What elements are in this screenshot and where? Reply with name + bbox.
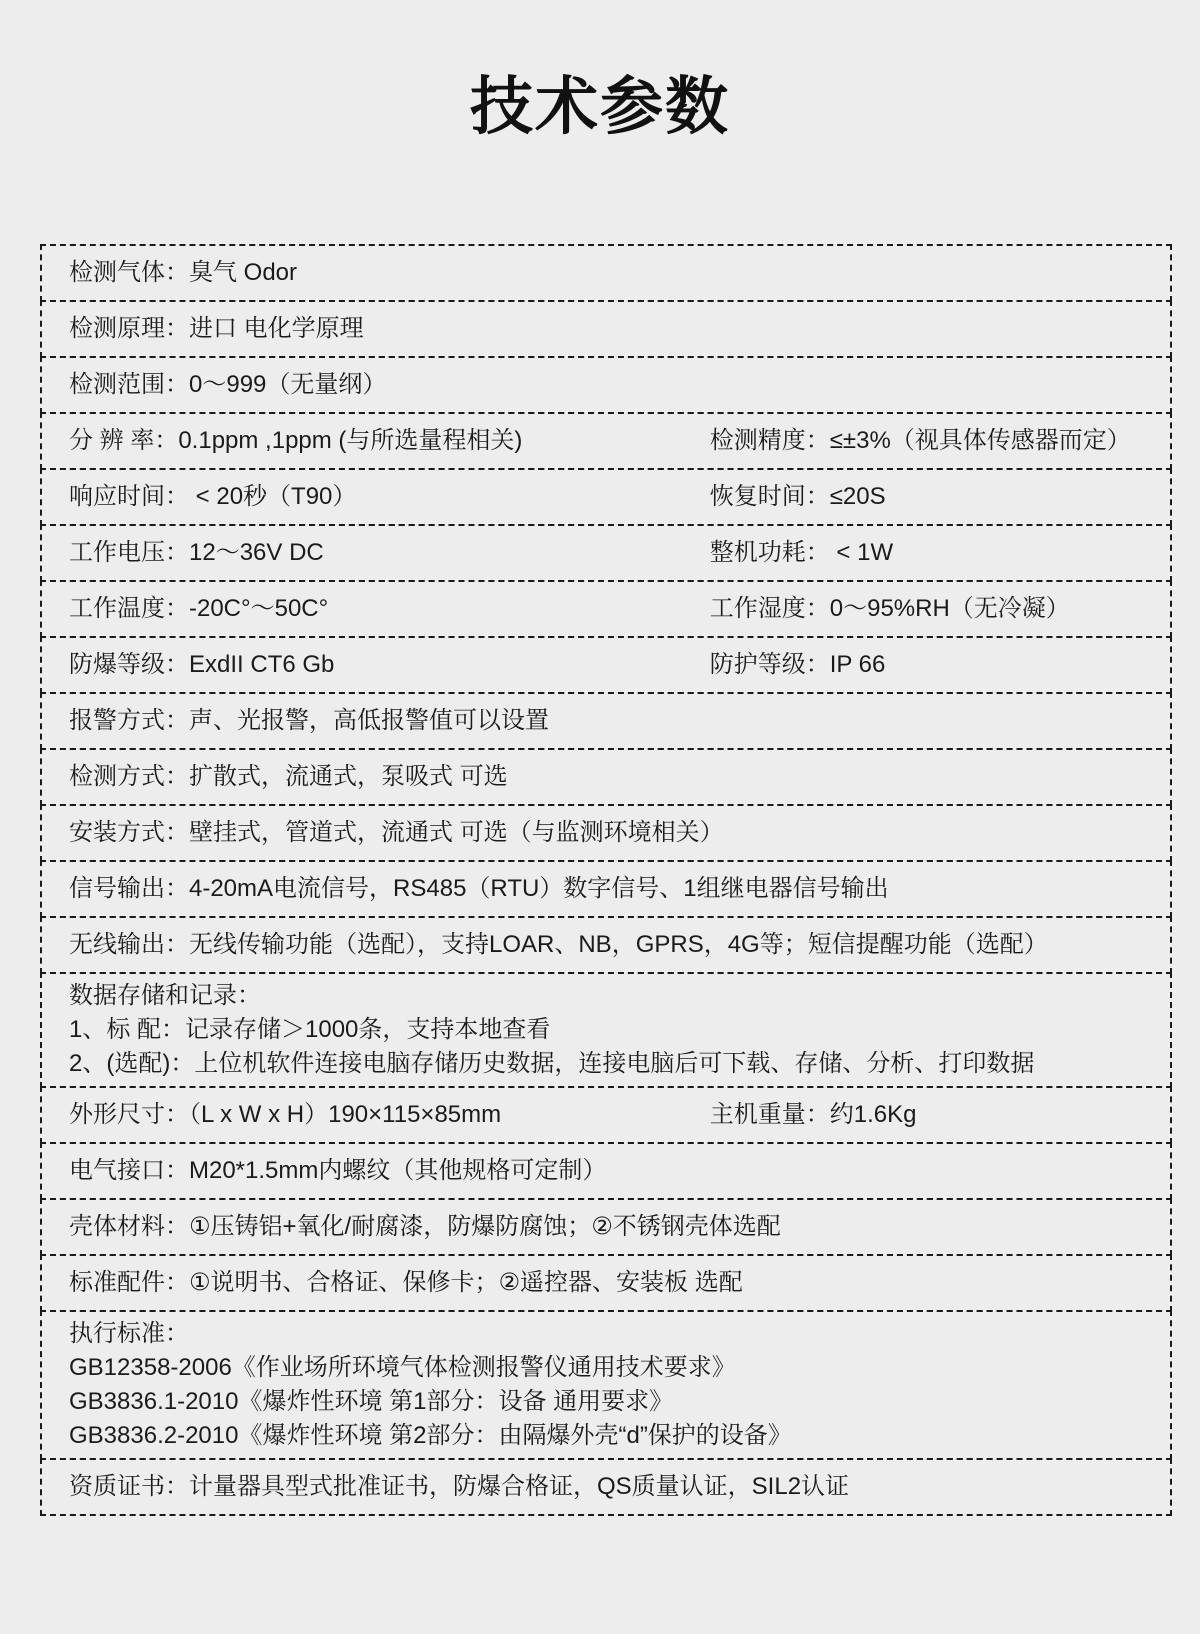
table-row-explosionproof-protection-grade — [40, 636, 1172, 694]
table-row-qualification-certificates — [40, 1458, 1172, 1516]
spec-text: 检测气体：臭气 Odor — [69, 259, 298, 287]
table-row-voltage-power — [40, 524, 1172, 582]
table-row-detection-principle — [40, 300, 1172, 358]
table-row-alarm-mode — [40, 692, 1172, 750]
spec-text: 检测原理：进口 电化学原理 — [69, 315, 364, 343]
spec-text-right: 整机功耗： < 1W — [709, 539, 894, 567]
spec-text: 安装方式：壁挂式，管道式，流通式 可选（与监测环境相关） — [69, 819, 724, 847]
table-row-standard-accessories — [40, 1254, 1172, 1312]
spec-text-left: 防爆等级：ExdII CT6 Gb — [69, 651, 335, 679]
spec-text: 资质证书：计量器具型式批准证书，防爆合格证，QS质量认证，SIL2认证 — [69, 1473, 850, 1501]
table-row-dimensions-weight — [40, 1086, 1172, 1144]
spec-text-right: 检测精度：≤±3%（视具体传感器而定） — [709, 427, 1131, 455]
spec-text-left: 外形尺寸：（L x W x H）190×115×85mm — [69, 1101, 502, 1129]
spec-line: GB3836.1-2010《爆炸性环境 第1部分：设备 通用要求》 — [69, 1388, 674, 1415]
spec-line: GB12358-2006《作业场所环境气体检测报警仪通用技术要求》 — [69, 1354, 736, 1381]
table-row-data-storage — [40, 972, 1172, 1088]
spec-line: 1、标 配：记录存储＞1000条，支持本地查看 — [69, 1016, 551, 1043]
table-row-resolution-accuracy — [40, 412, 1172, 470]
table-row-electrical-interface — [40, 1142, 1172, 1200]
spec-text: 检测范围：0～999（无量纲） — [69, 371, 387, 399]
spec-text-multiline — [42, 1317, 802, 1453]
page-title: 技术参数 — [470, 72, 730, 142]
spec-text: 壳体材料：①压铸铝+氧化/耐腐漆，防爆防腐蚀；②不锈钢壳体选配 — [69, 1213, 781, 1241]
spec-text-right: 恢复时间：≤20S — [709, 483, 886, 511]
spec-text-right: 防护等级：IP 66 — [709, 651, 886, 679]
spec-text-right: 主机重量：约1.6Kg — [709, 1101, 917, 1129]
table-row-detection-mode — [40, 748, 1172, 806]
spec-text-left: 响应时间： < 20秒（T90） — [69, 483, 357, 511]
table-row-temperature-humidity — [40, 580, 1172, 638]
spec-table — [40, 244, 1172, 1516]
spec-line: 数据存储和记录： — [69, 982, 261, 1009]
table-row-shell-material — [40, 1198, 1172, 1256]
spec-text-left: 分 辨 率：0.1ppm ,1ppm (与所选量程相关) — [69, 427, 523, 455]
spec-text: 检测方式：扩散式，流通式，泵吸式 可选 — [69, 763, 508, 791]
spec-text: 报警方式：声、光报警，高低报警值可以设置 — [69, 707, 549, 735]
spec-text-left: 工作温度：-20C°～50C° — [69, 595, 329, 623]
table-row-detection-range — [40, 356, 1172, 414]
spec-text: 无线输出：无线传输功能（选配），支持LOAR、NB，GPRS，4G等；短信提醒功能（选配） — [69, 931, 1048, 959]
table-row-installation-mode — [40, 804, 1172, 862]
spec-line: 2、(选配)：上位机软件连接电脑存储历史数据，连接电脑后可下载、存储、分析、打印数据 — [69, 1050, 1035, 1077]
spec-text: 电气接口：M20*1.5mm内螺纹（其他规格可定制） — [69, 1157, 607, 1185]
spec-line: GB3836.2-2010《爆炸性环境 第2部分：由隔爆外壳“d”保护的设备》 — [69, 1422, 792, 1449]
spec-text-multiline — [42, 979, 1044, 1081]
table-row-response-recovery-time — [40, 468, 1172, 526]
spec-text-right: 工作湿度：0～95%RH（无冷凝） — [709, 595, 1070, 623]
table-row-wireless-output — [40, 916, 1172, 974]
table-row-executive-standards — [40, 1310, 1172, 1460]
table-row-signal-output — [40, 860, 1172, 918]
spec-line: 执行标准： — [69, 1320, 189, 1347]
table-row-detected-gas — [40, 244, 1172, 302]
spec-text: 标准配件：①说明书、合格证、保修卡；②遥控器、安装板 选配 — [69, 1269, 743, 1297]
spec-text-left: 工作电压：12～36V DC — [69, 539, 324, 567]
spec-text: 信号输出：4-20mA电流信号，RS485（RTU）数字信号、1组继电器信号输出 — [69, 875, 889, 903]
